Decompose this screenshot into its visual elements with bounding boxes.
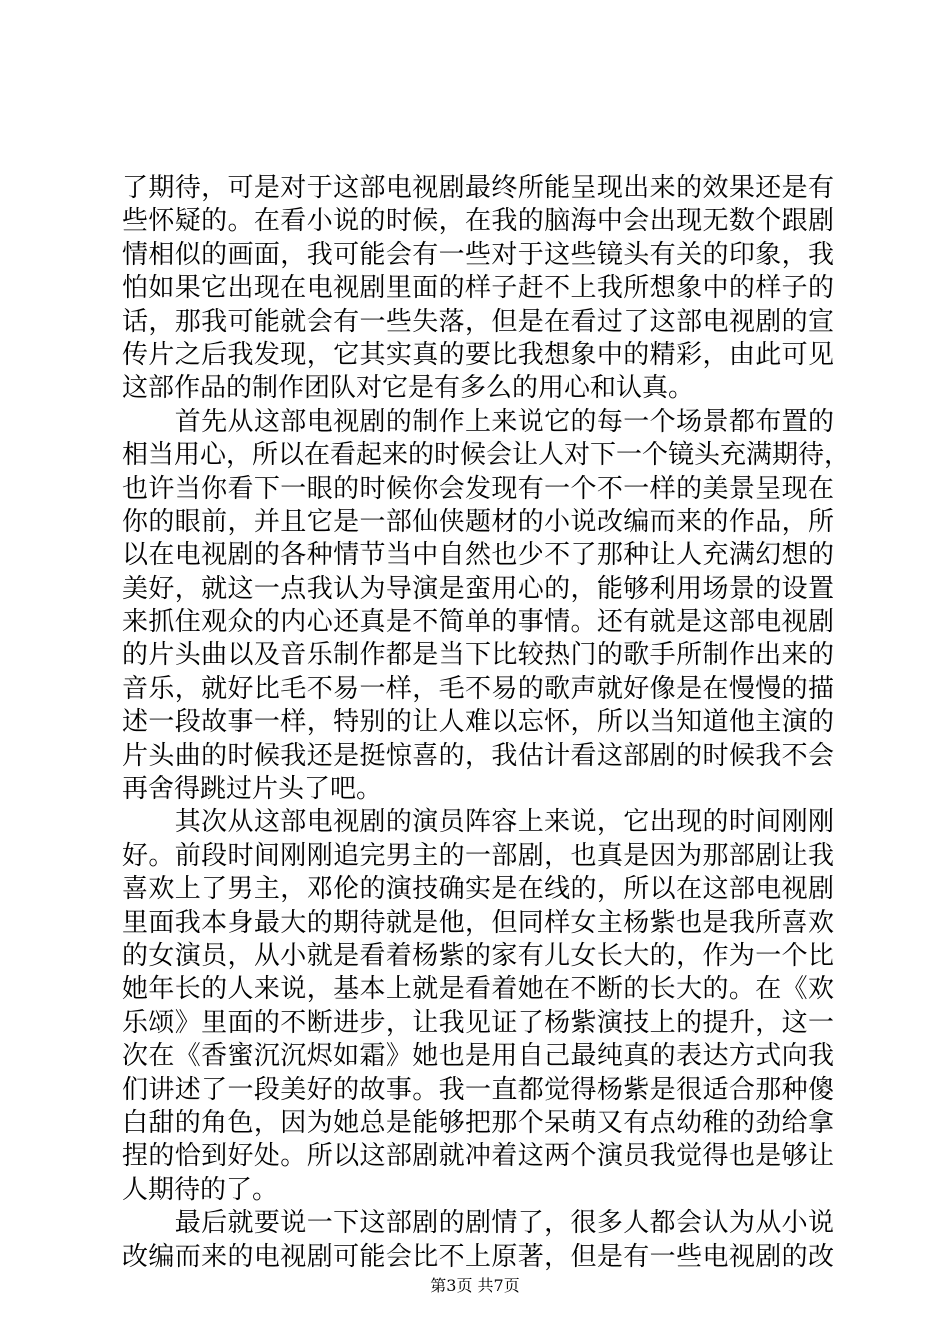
- text-line: 乐颂》里面的不断进步，让我见证了杨紫演技上的提升，这一: [122, 1007, 834, 1038]
- text-line: 改编而来的电视剧可能会比不上原著，但是有一些电视剧的改: [122, 1241, 834, 1272]
- text-line: 片头曲的时候我还是挺惊喜的，我估计看这部剧的时候我不会: [122, 740, 834, 771]
- text-line: 捏的恰到好处。所以这部剧就冲着这两个演员我觉得也是够让: [122, 1141, 834, 1172]
- text-line: 白甜的角色，因为她总是能够把那个呆萌又有点幼稚的劲给拿: [122, 1107, 834, 1138]
- text-line: 相当用心，所以在看起来的时候会让人对下一个镜头充满期待，: [122, 440, 851, 471]
- text-line: 述一段故事一样，特别的让人难以忘怀，所以当知道他主演的: [122, 707, 834, 738]
- text-line: 音乐，就好比毛不易一样，毛不易的歌声就好像是在慢慢的描: [122, 673, 834, 704]
- text-line: 美好，就这一点我认为导演是蛮用心的，能够利用场景的设置: [122, 573, 834, 604]
- text-line: 首先从这部电视剧的制作上来说它的每一个场景都布置的: [122, 406, 834, 437]
- text-line: 传片之后我发现，它其实真的要比我想象中的精彩，由此可见: [122, 339, 834, 370]
- text-line: 次在《香蜜沉沉烬如霜》她也是用自己最纯真的表达方式向我: [122, 1041, 834, 1072]
- text-line: 情相似的画面，我可能会有一些对于这些镜头有关的印象，我: [122, 239, 834, 270]
- text-line: 这部作品的制作团队对它是有多么的用心和认真。: [122, 373, 695, 404]
- text-line: 话，那我可能就会有一些失落，但是在看过了这部电视剧的宣: [122, 306, 834, 337]
- text-line: 喜欢上了男主，邓伦的演技确实是在线的，所以在这部电视剧: [122, 874, 834, 905]
- text-line: 来抓住观众的内心还真是不简单的事情。还有就是这部电视剧: [122, 607, 834, 638]
- text-line: 你的眼前，并且它是一部仙侠题材的小说改编而来的作品，所: [122, 506, 834, 537]
- text-line: 以在电视剧的各种情节当中自然也少不了那种让人充满幻想的: [122, 540, 834, 571]
- text-line: 些怀疑的。在看小说的时候，在我的脑海中会出现无数个跟剧: [122, 206, 834, 237]
- text-line: 的女演员，从小就是看着杨紫的家有儿女长大的，作为一个比: [122, 940, 834, 971]
- text-line: 好。前段时间刚刚追完男主的一部剧，也真是因为那部剧让我: [122, 840, 834, 871]
- text-line: 怕如果它出现在电视剧里面的样子赶不上我所想象中的样子的: [122, 273, 834, 304]
- text-line: 最后就要说一下这部剧的剧情了，很多人都会认为从小说: [122, 1208, 834, 1239]
- text-line: 了期待，可是对于这部电视剧最终所能呈现出来的效果还是有: [122, 173, 834, 203]
- text-line: 里面我本身最大的期待就是他，但同样女主杨紫也是我所喜欢: [122, 907, 834, 938]
- text-line: 再舍得跳过片头了吧。: [122, 774, 383, 805]
- document-body: [122, 172, 851, 1274]
- text-line: 的片头曲以及音乐制作都是当下比较热门的歌手所制作出来的: [122, 640, 834, 671]
- text-line: 也许当你看下一眼的时候你会发现有一个不一样的美景呈现在: [122, 473, 834, 504]
- text-line: 其次从这部电视剧的演员阵容上来说，它出现的时间刚刚: [122, 807, 834, 838]
- page-number-footer: 第3页 共7页: [430, 1276, 520, 1295]
- text-line: 她年长的人来说，基本上就是看着她在不断的长大的。在《欢: [122, 974, 834, 1005]
- text-line: 人期待的了。: [122, 1174, 279, 1205]
- text-line: 们讲述了一段美好的故事。我一直都觉得杨紫是很适合那种傻: [122, 1074, 834, 1105]
